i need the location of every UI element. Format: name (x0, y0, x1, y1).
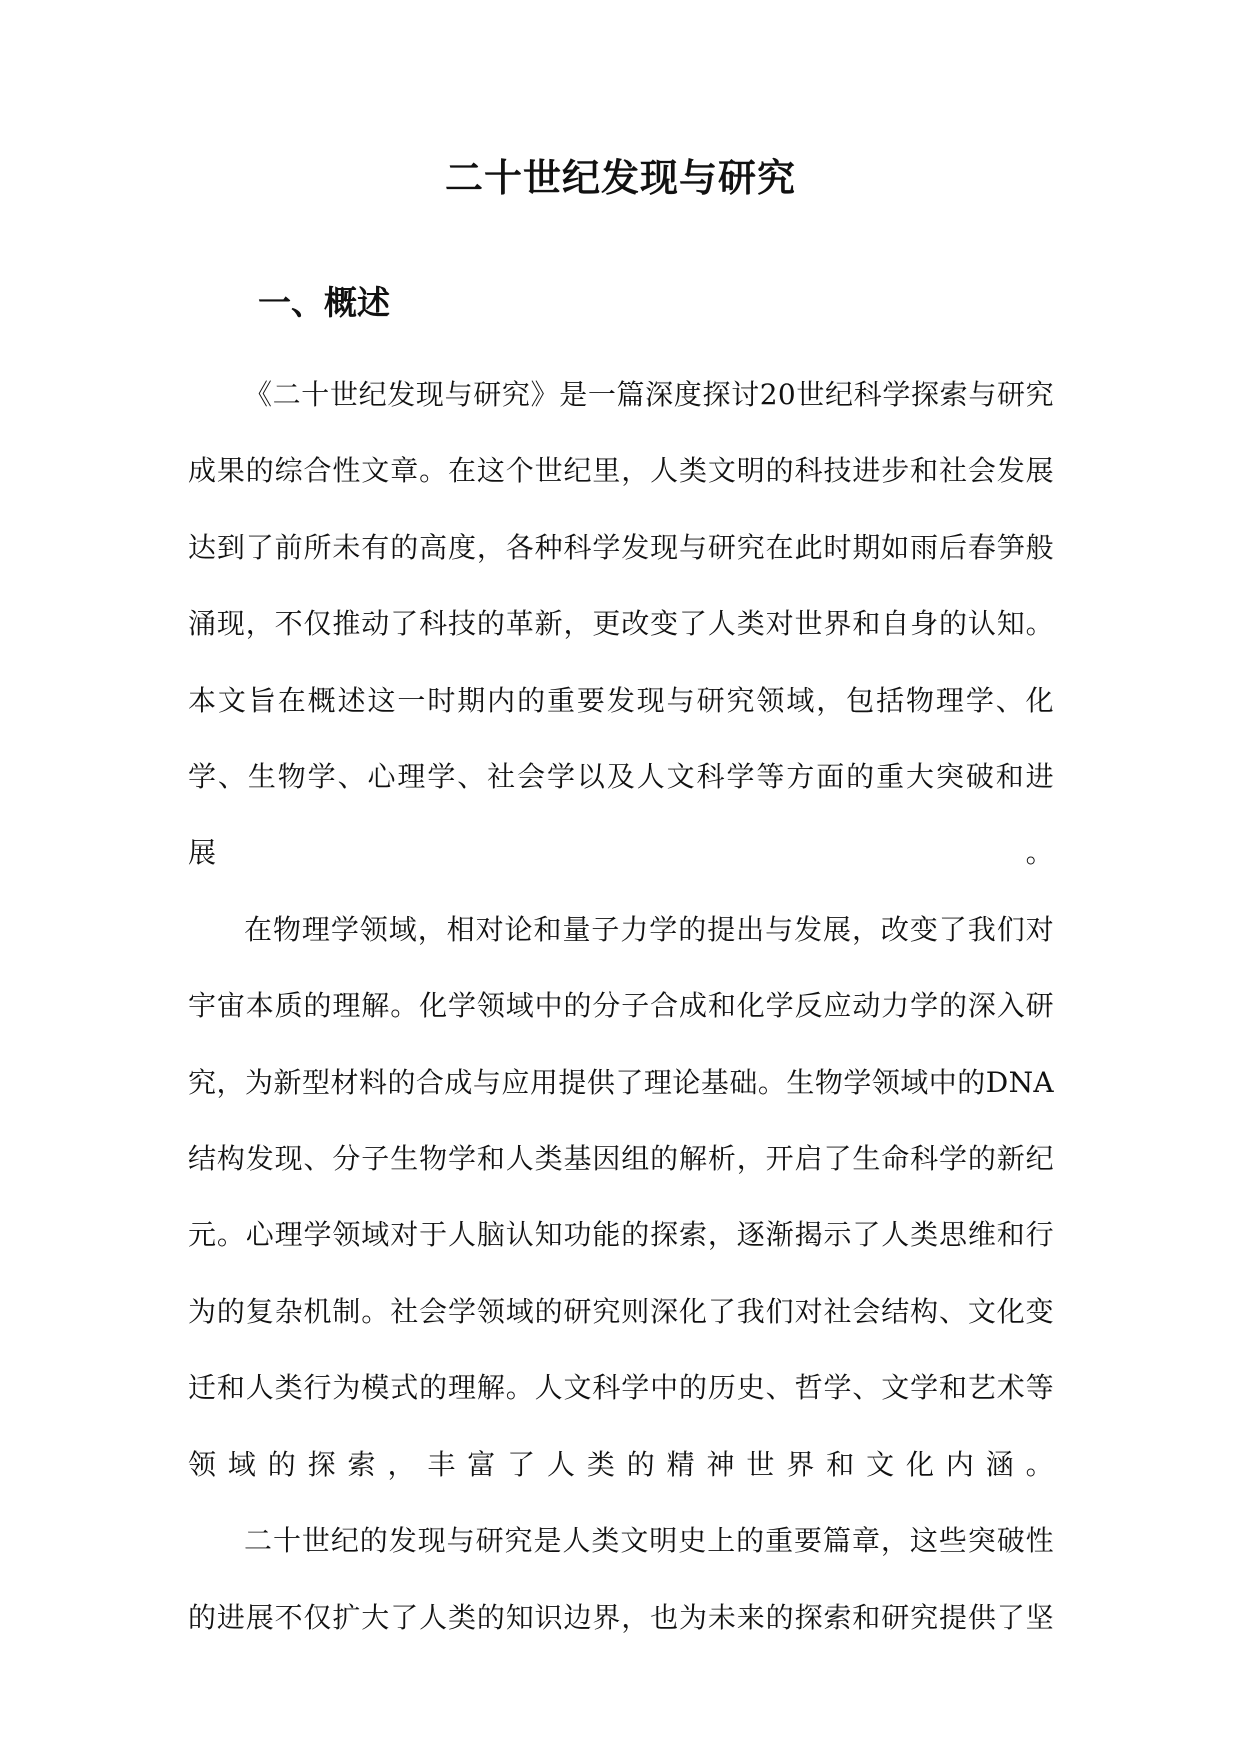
paragraph-line: 结构发现、分子生物学和人类基因组的解析，开启了生命科学的新纪 (188, 1142, 1054, 1176)
paragraph-line: 展达到了前所未有的高度，各种科学发现与研究在此时期如雨后春笋 (188, 454, 1054, 564)
paragraph-line: 《二十世纪发现与研究》是一篇深度探讨20世纪科学探索与研 (244, 378, 1026, 411)
paragraph-line: 的进展不仅扩大了人类的知识边界，也为未来的探索和研究提供了坚 (188, 1600, 1054, 1634)
paragraph-line: 究，为新型材料的合成与应用提供了理论基础。生物学领域中的DNA (188, 1065, 1054, 1099)
section-heading: 一、概述 (258, 283, 390, 322)
document-body (188, 357, 1054, 1656)
paragraph-overview (188, 357, 1054, 892)
paragraph-line: 二十世纪的发现与研究是人类文明史上的重要篇章，这些突破性 (244, 1524, 1054, 1558)
paragraph-line: 宇宙本质的理解。化学领域中的分子合成和化学反应动力学的深入研 (188, 989, 1054, 1023)
document-title: 二十世纪发现与研究 (444, 155, 796, 200)
paragraph-line: 在物理学领域，相对论和量子力学的提出与发展，改变了我们对 (244, 912, 1054, 946)
paragraph-line: 元。心理学领域对于人脑认知功能的探索，逐渐揭示了人类思维和行 (188, 1218, 1054, 1252)
paragraph-conclusion (188, 1503, 1054, 1656)
paragraph-fields (188, 892, 1054, 1503)
paragraph-line: 为的复杂机制。社会学领域的研究则深化了我们对社会结构、文化变 (188, 1294, 1054, 1328)
paragraph-line: 领域的探索，丰富了人类的精神世界和文化内涵。 (188, 1447, 1054, 1481)
paragraph-line: 迁和人类行为模式的理解。人文科学中的历史、哲学、文学和艺术等 (188, 1371, 1054, 1405)
paragraph-line: 究成果的综合性文章。在这个世纪里，人类文明的科技进步和社会发 (188, 378, 1054, 488)
paragraph-line: 本文旨在概述这一时期内的重要发现与研究领域，包括物理学、化学、 (188, 683, 1054, 794)
paragraph-line: 般涌现，不仅推动了科技的革新，更改变了人类对世界和自身的认知。 (188, 530, 1054, 641)
paragraph-line: 生物学、心理学、社会学以及人文科学等方面的重大突破和进展。 (188, 760, 1055, 870)
